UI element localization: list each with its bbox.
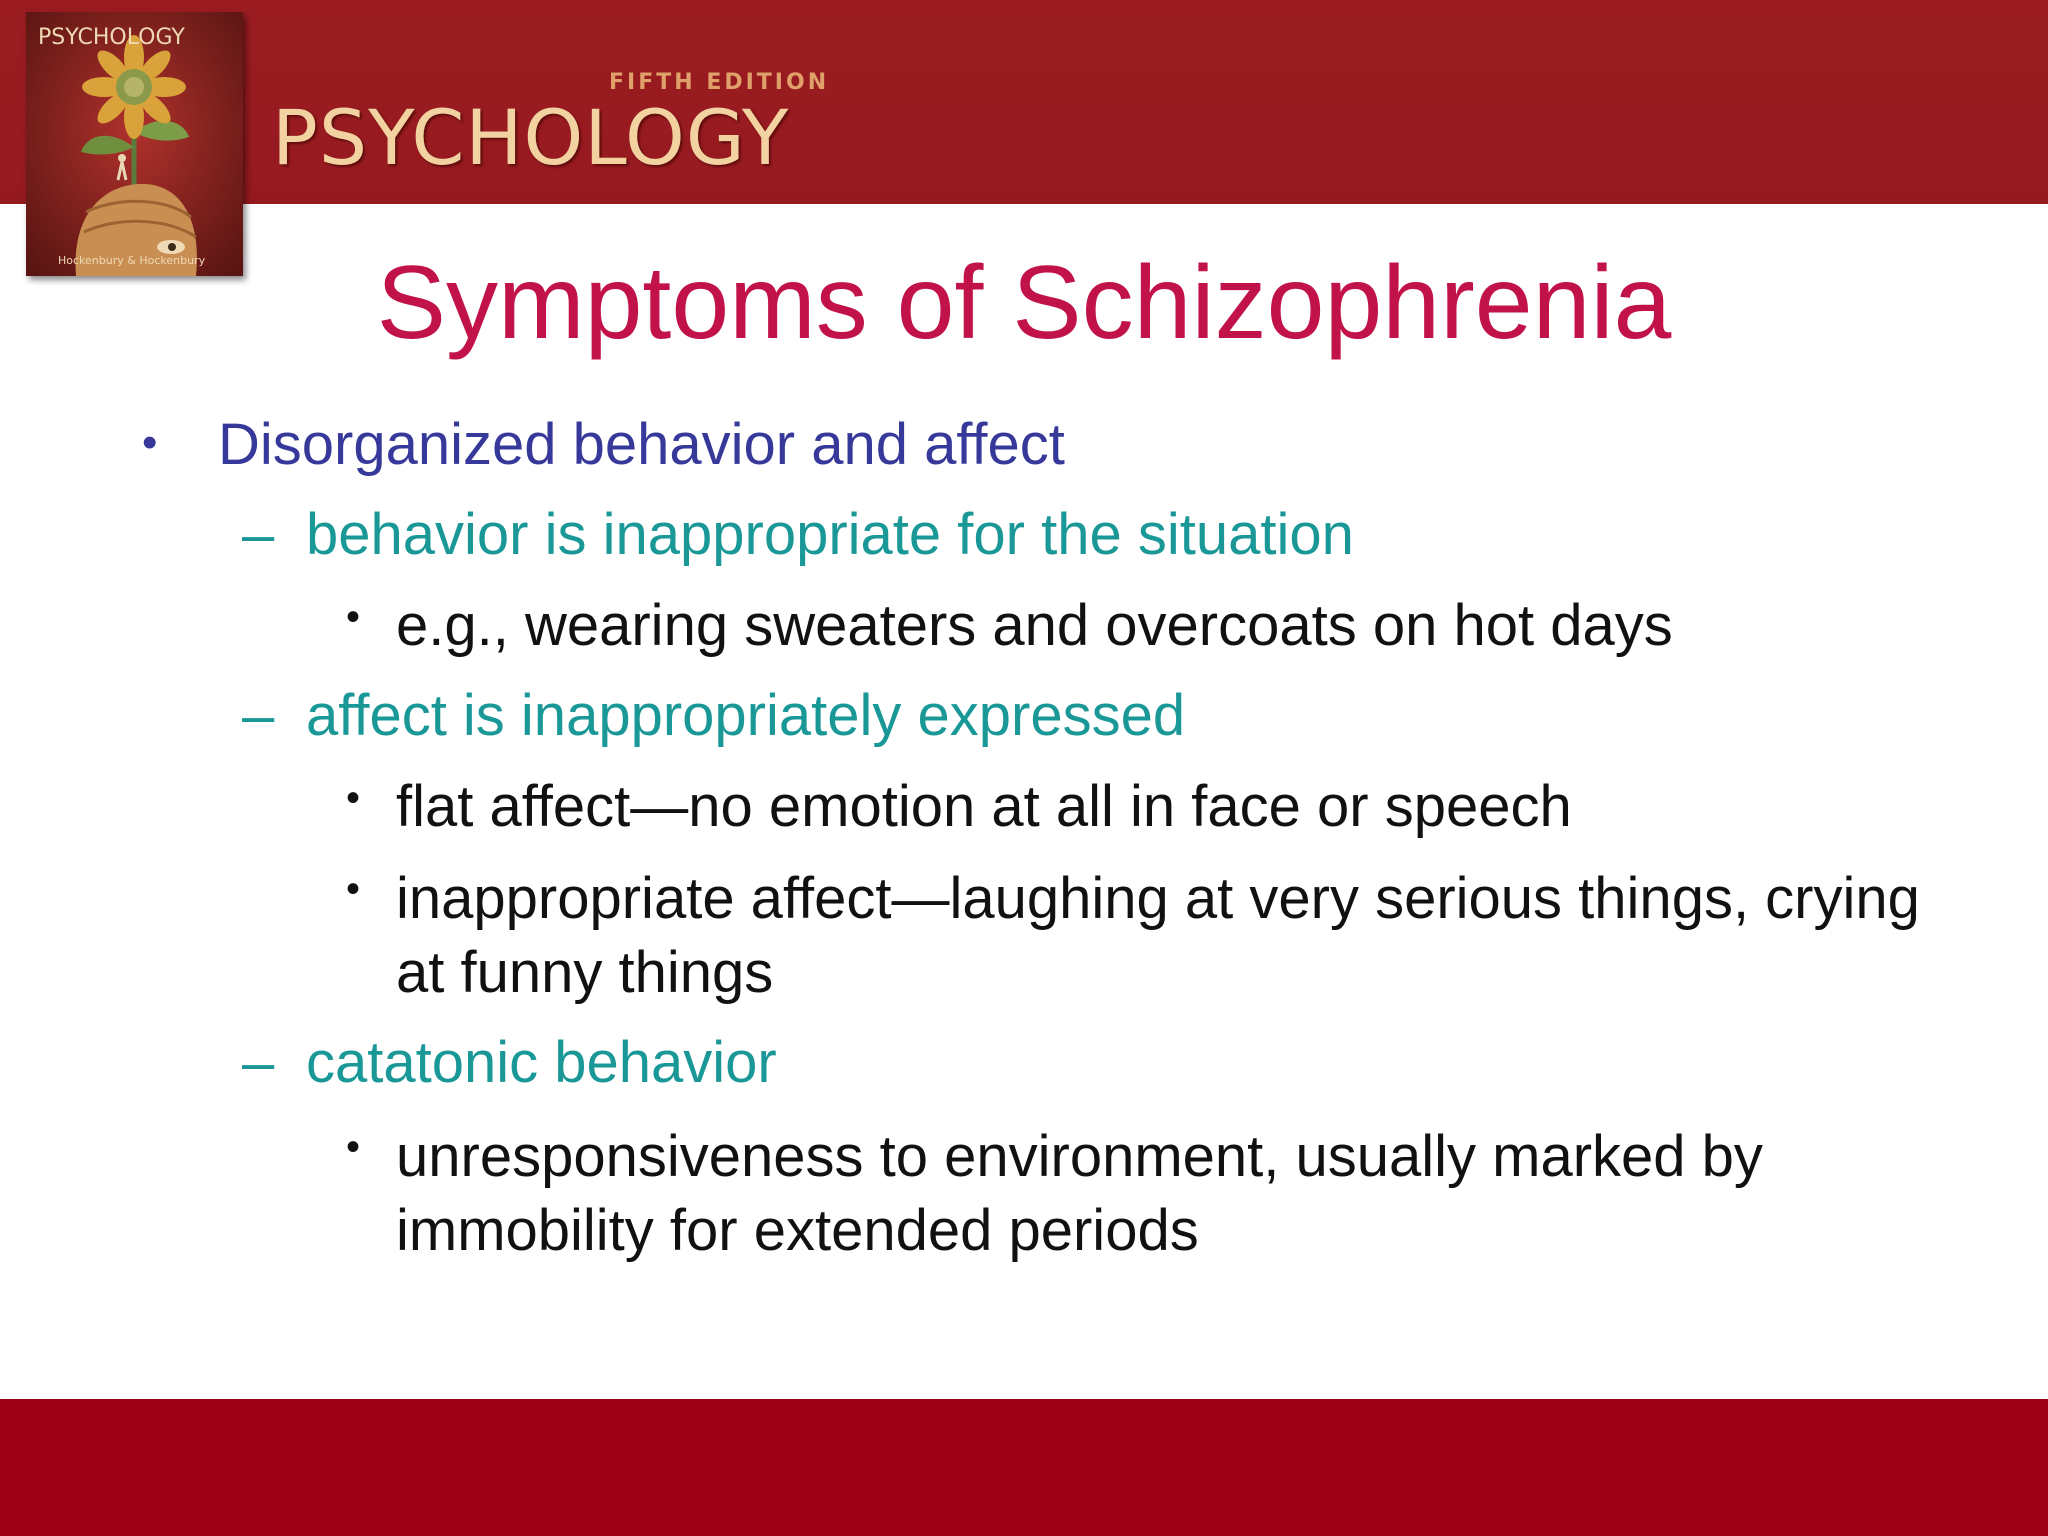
sub-item-text: catatonic behavior bbox=[306, 1030, 777, 1095]
slide-title bbox=[0, 246, 2048, 360]
sub-item-text: behavior is inappropriate for the situation bbox=[306, 502, 1354, 567]
brand-logo-text: PSYCHOLOGY bbox=[272, 93, 790, 182]
cover-authors: Hockenbury & Hockenbury bbox=[58, 254, 206, 267]
cover-title: PSYCHOLOGY bbox=[38, 25, 185, 50]
detail-text: inappropriate affect—laughing at very serious things, crying at funny things bbox=[396, 866, 1920, 1006]
bullet-marker: • bbox=[346, 595, 361, 639]
bullet-marker: • bbox=[346, 776, 361, 820]
dash-marker: – bbox=[242, 683, 275, 748]
slide-title-text: Symptoms of Schizophrenia bbox=[376, 245, 1672, 361]
book-cover-image bbox=[26, 12, 243, 276]
dash-marker: – bbox=[242, 1030, 275, 1095]
bullet-marker: • bbox=[142, 418, 158, 467]
edition-label: FIFTH EDITION bbox=[609, 70, 830, 95]
detail-text: unresponsiveness to environment, usually marked by immobility for extended periods bbox=[396, 1124, 1763, 1264]
bullet-marker: • bbox=[346, 867, 361, 911]
dash-marker: – bbox=[242, 502, 275, 567]
detail-text: e.g., wearing sweaters and overcoats on hot days bbox=[396, 593, 1673, 658]
bullet-text: Disorganized behavior and affect bbox=[218, 412, 1065, 477]
footer-band bbox=[0, 1399, 2048, 1536]
sub-item-text: affect is inappropriately expressed bbox=[306, 683, 1186, 748]
detail-text: flat affect—no emotion at all in face or speech bbox=[396, 774, 1572, 839]
bullet-marker: • bbox=[346, 1125, 361, 1169]
